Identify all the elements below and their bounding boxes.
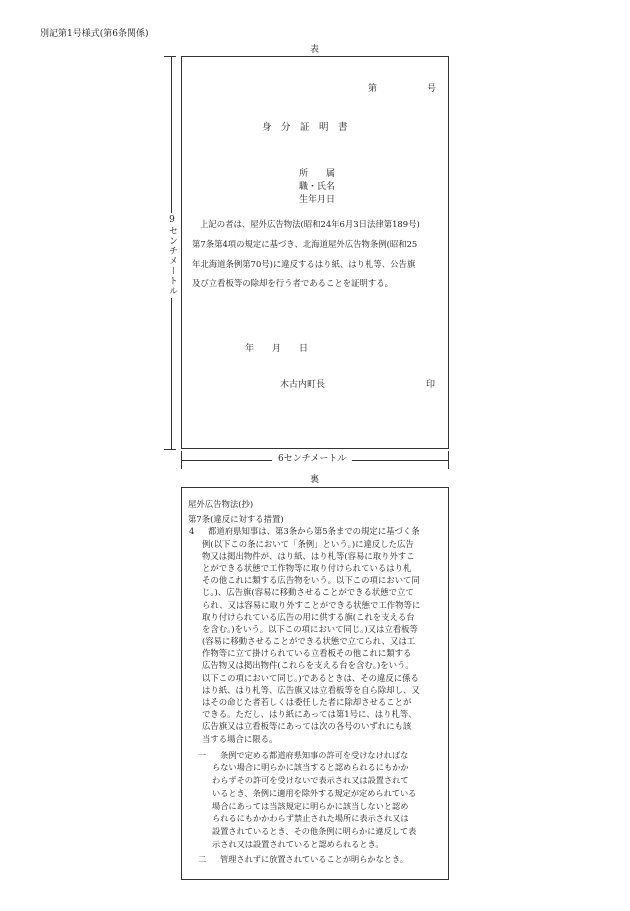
item-2 [188, 853, 446, 866]
height-dim-tick-top [164, 56, 176, 57]
front-side-label: 表 [310, 45, 320, 55]
certification-line: 上記の者は、屋外広告物法(昭和24年6月3日法律第189号) [200, 219, 420, 229]
certification-line: 第7条第4項の規定に基づき、北海道屋外広告物条例(昭和25 [192, 238, 418, 249]
seal-mark: 印 [426, 380, 436, 390]
form-header-label: 別記第1号様式(第6条関係) [40, 29, 149, 39]
field-birthdate: 生年月日 [299, 195, 336, 205]
paragraph-line: 例(以下この条において「条例」という。)に違反した広告 [202, 538, 414, 549]
issue-date: 年 月 日 [245, 344, 309, 354]
item-number: 二 [198, 854, 207, 865]
paragraph-line: 広告物又は掲出物件(これらを支える台を含む。)をいう。 [202, 660, 414, 671]
paragraph-line: じ。)、広告旗(容易に移動させることができる状態で立て [202, 587, 414, 598]
signer-name: 木古内町長 [280, 380, 326, 390]
item-line: 条例で定める都道府県知事の許可を受けなければな [220, 749, 409, 760]
back-card [181, 487, 449, 880]
paragraph-number: 4 [189, 526, 195, 537]
paragraph-line: 物又は掲出物件が、はり紙、はり札等(容易に取り外すこ [202, 550, 415, 561]
item-line: られるにもかかわらず禁止された場所に表示され又は [212, 813, 409, 824]
item-line: 場合にあっては当該規定に明らかに該当しないと認め [212, 800, 409, 811]
paragraph-line: 取り付けられている広告の用に供する旗(これを支える台 [202, 611, 415, 622]
number-prefix: 第 [368, 84, 378, 94]
front-card [181, 56, 449, 449]
certification-line: 年北海道条例第70号)に違反するはり紙、はり札等、公告旗 [192, 258, 416, 269]
field-affiliation: 所 属 [299, 169, 336, 179]
paragraph-line: 当する場合に限る。 [202, 733, 278, 744]
paragraph-line: はり紙、はり札等、広告旗又は立看板等を自ら除却し、又 [202, 684, 420, 695]
item-line: 設置されているとき、その他条例に明らかに違反して表 [212, 825, 417, 836]
law-title: 屋外広告物法(抄) [188, 499, 254, 509]
paragraph-line: 以下この項において同じ。)であるときは、その違反に係る [202, 672, 419, 683]
item-line: らない場合に明らかに該当すると認められるにもかか [212, 762, 409, 773]
paragraph-line: られ、又は容易に取り外すことができる状態で工作物等に [202, 599, 421, 610]
item-line: 示され又は設置されていると認められるとき。 [212, 838, 384, 849]
card-title: 身 分 証 明 書 [262, 122, 348, 133]
item-line: いるとき、条例に適用を除外する規定が定められている [212, 787, 417, 798]
back-side-label: 裏 [310, 475, 320, 485]
certification-line: 及び立看板等の除却を行う者であることを証明する。 [192, 278, 393, 289]
paragraph-line: とができる状態で工作物等に取り付けられているはり札 [202, 562, 412, 573]
paragraph-line: できる。ただし、はり紙にあっては第1号に、はり札等、 [202, 709, 417, 720]
law-excerpt [188, 498, 446, 866]
item-number: 一 [198, 749, 207, 760]
paragraph-line: はその命じた者若しくは委任した者に除却させることが [202, 697, 412, 707]
article-title: 第7条(違反に対する措置) [188, 514, 284, 525]
item-line: わらずその許可を受けないで表示され又は設置されて [212, 775, 409, 786]
paragraph-line: 作物等に立て掛けられている立看板その他これに類する [202, 648, 412, 659]
paragraph-line: を含む。)をいう。以下この項において同じ。)又は立看板等 [202, 623, 418, 634]
height-dim-label: 9センチメートル [167, 215, 177, 296]
number-suffix: 号 [427, 84, 437, 94]
item-line: 管理されずに放置されていることが明らかなとき。 [220, 854, 408, 865]
paragraph-line: (容易に移動させることができる状態で立てられ、又は工 [202, 636, 416, 647]
paragraph-line: 広告旗又は立看板等にあっては次の各号のいずれにも該 [202, 721, 412, 732]
certification-text [192, 215, 446, 294]
paragraph-line: 都道府県知事は、第3条から第5条までの規定に基づく条 [208, 526, 420, 537]
width-dim-label: 6センチメートル [272, 455, 352, 464]
item-1 [188, 749, 446, 851]
field-position-name: 職・氏名 [299, 182, 336, 192]
paragraph-4 [188, 525, 446, 744]
paragraph-line: その他これに類する広告物をいう。以下この項において同 [202, 575, 420, 586]
height-dim-tick-bottom [164, 449, 176, 450]
